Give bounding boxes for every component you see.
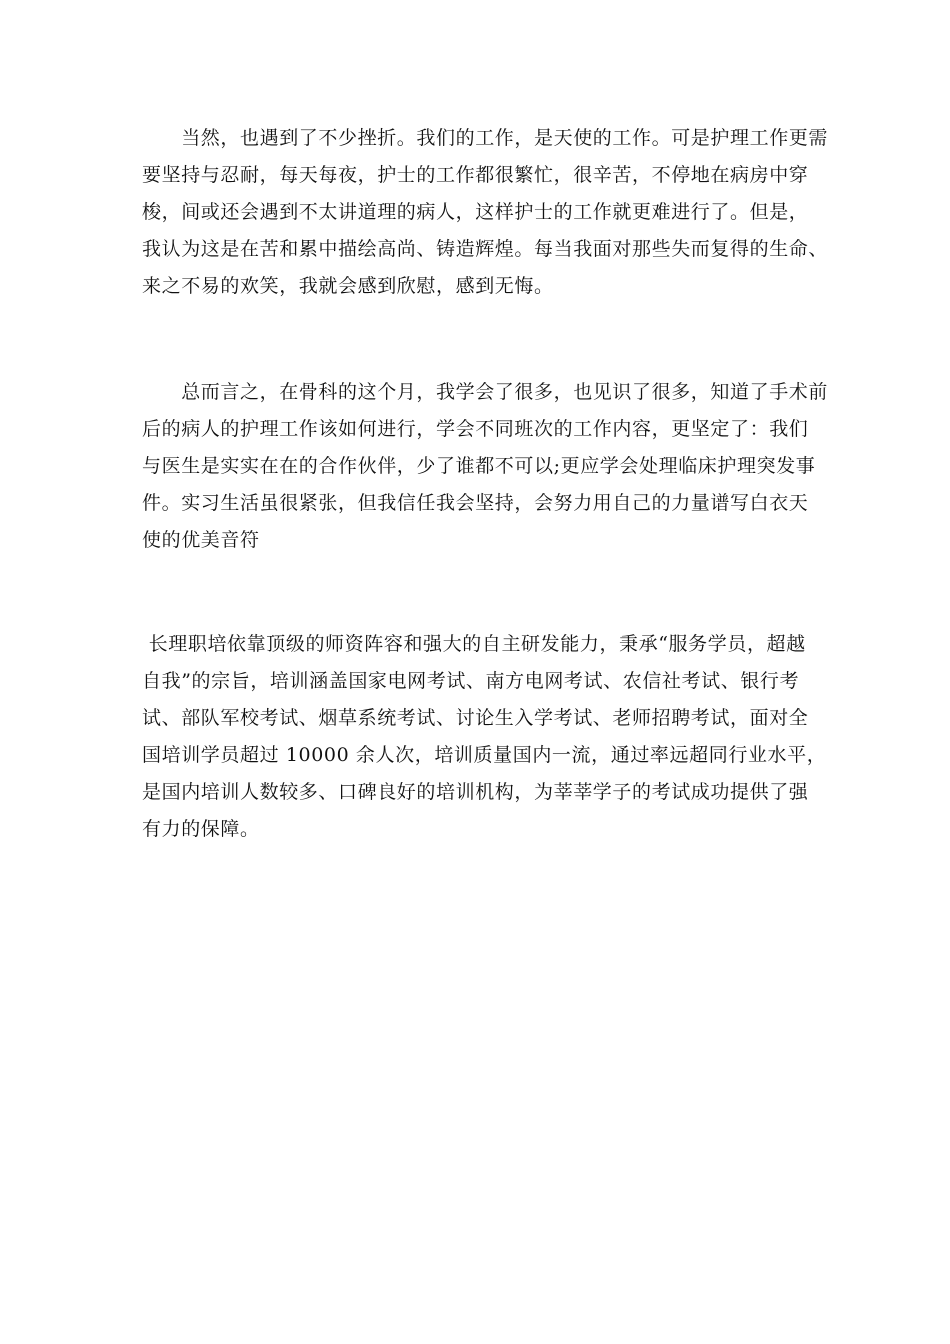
text-line: 试、部队军校考试、烟草系统考试、讨论生入学考试、老师招聘考试，面对全 bbox=[142, 707, 809, 729]
text-line: 与医生是实实在在的合作伙伴，少了谁都不可以;更应学会处理临床护理突发事 bbox=[142, 455, 816, 477]
text-line: 自我”的宗旨，培训涵盖国家电网考试、南方电网考试、农信社考试、银行考 bbox=[142, 670, 800, 692]
text-line: 我认为这是在苦和累中描绘高尚、铸造辉煌。每当我面对那些失而复得的生命、 bbox=[142, 238, 829, 260]
text-line: 当然，也遇到了不少挫折。我们的工作，是天使的工作。可是护理工作更需 bbox=[142, 127, 829, 149]
paragraph-summary bbox=[142, 374, 829, 559]
paragraph-advertisement bbox=[142, 626, 827, 848]
text-line: 是国内培训人数较多、口碑良好的培训机构，为莘莘学子的考试成功提供了强 bbox=[142, 781, 809, 803]
text-line: 有力的保障。 bbox=[142, 818, 260, 840]
paragraph-frustrations bbox=[142, 120, 829, 305]
text-line: 总而言之，在骨科的这个月，我学会了很多，也见识了很多，知道了手术前 bbox=[142, 381, 829, 403]
text-line: 后的病人的护理工作该如何进行，学会不同班次的工作内容，更坚定了：我们 bbox=[142, 418, 809, 440]
text-line: 件。实习生活虽很紧张，但我信任我会坚持，会努力用自己的力量谱写白衣天 bbox=[142, 492, 809, 514]
text-line: 使的优美音符 bbox=[142, 529, 260, 551]
text-line: 要坚持与忍耐，每天每夜，护士的工作都很繁忙，很辛苦，不停地在病房中穿 bbox=[142, 164, 809, 186]
text-line: 国培训学员超过 10000 余人次，培训质量国内一流，通过率远超同行业水平， bbox=[142, 744, 827, 766]
text-line: 来之不易的欢笑，我就会感到欣慰，感到无悔。 bbox=[142, 275, 554, 297]
text-line: 梭，间或还会遇到不太讲道理的病人，这样护士的工作就更难进行了。但是， bbox=[142, 201, 809, 223]
text-line: 长理职培依靠顶级的师资阵容和强大的自主研发能力，秉承“服务学员，超越 bbox=[142, 633, 806, 655]
